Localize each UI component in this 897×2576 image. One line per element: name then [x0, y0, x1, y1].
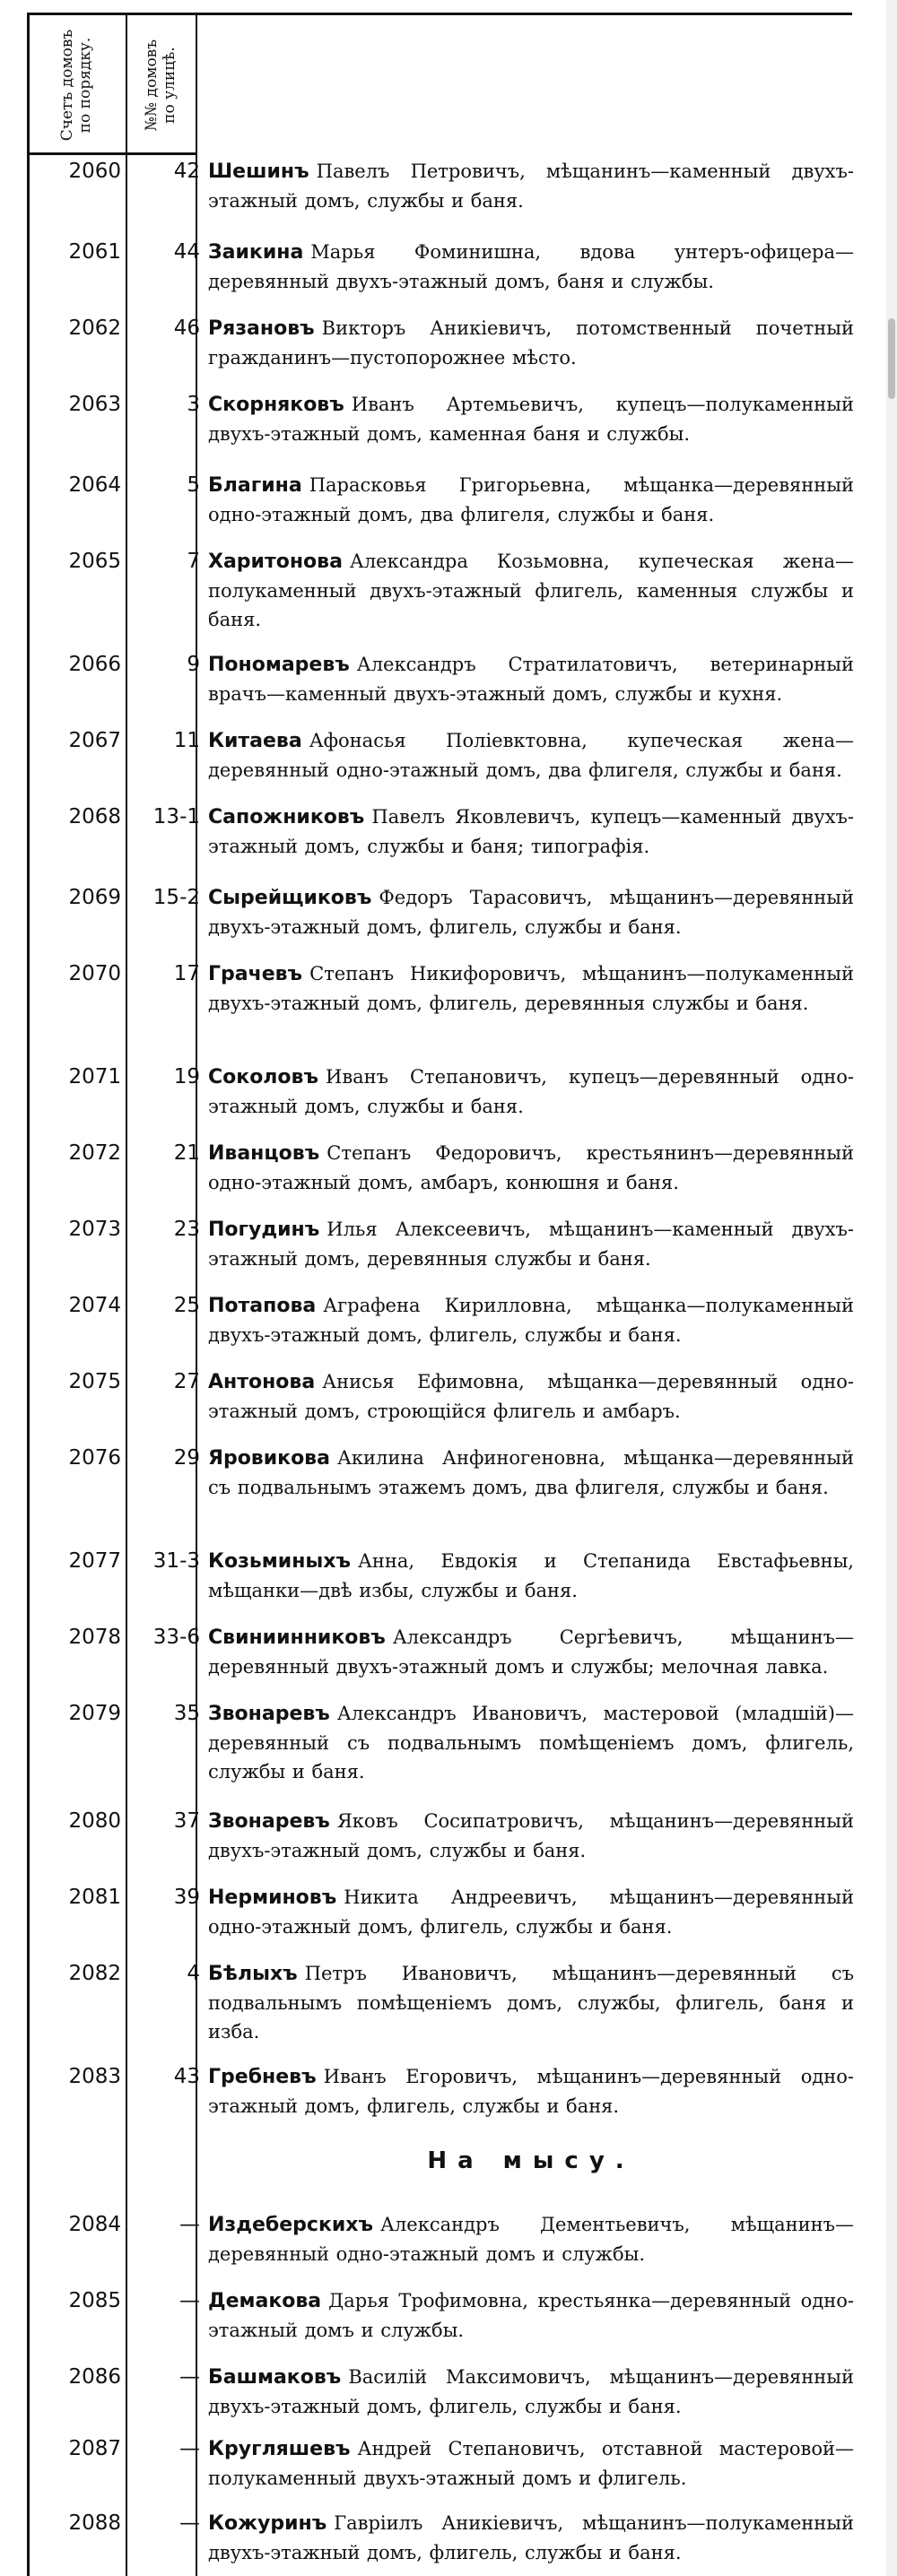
owner-name: Яровикова	[208, 1447, 330, 1470]
entry-text	[208, 1444, 854, 1502]
house-number: 3	[187, 393, 200, 416]
owner-name: Сырейщиковъ	[208, 887, 372, 909]
owner-name: Рязановъ	[208, 317, 315, 340]
entry-text	[208, 238, 854, 296]
house-number: 44	[173, 240, 200, 264]
entry-description: Павелъ Петровичъ, мѣщанинъ—каменный двухъ-этажный домъ, службы и баня.	[208, 160, 854, 212]
order-number: 2067	[68, 729, 121, 752]
order-number: 2076	[68, 1446, 121, 1470]
entry-text	[208, 157, 854, 215]
order-number: 2087	[68, 2437, 121, 2460]
house-number: 25	[173, 1294, 200, 1317]
owner-name: Китаева	[208, 730, 302, 752]
house-number: 31-3	[152, 1549, 200, 1573]
entry-description: Илья Алексеевичъ, мѣщанинъ—каменный двухъ-этажный домъ, деревянныя службы и баня.	[208, 1219, 854, 1270]
entry-description: Викторъ Аникіевичъ, потомственный почетный гражданинъ—пустопорожнее мѣсто.	[208, 317, 854, 369]
order-number: 2088	[68, 2511, 121, 2535]
entry-text	[208, 471, 854, 529]
header-col-order: Счетъ домовъ по порядку.	[58, 29, 94, 142]
order-number: 2086	[68, 2365, 121, 2389]
order-number: 2084	[68, 2213, 121, 2236]
order-number: 2061	[68, 240, 121, 264]
entry-description: Федоръ Тарасовичъ, мѣщанинъ—деревянный двухъ-этажный домъ, флигель, службы и баня.	[208, 887, 854, 938]
entry-text	[208, 883, 854, 941]
section-heading: На мысу.	[427, 2147, 635, 2174]
entry-text	[208, 1623, 854, 1681]
house-number: 15-2	[152, 886, 200, 909]
order-number: 2075	[68, 1370, 121, 1393]
entry-text	[208, 1291, 854, 1349]
owner-name: Грачевъ	[208, 963, 303, 985]
header-col-street: №№ домовъ по улицѣ.	[143, 39, 179, 132]
entry-text	[208, 2509, 854, 2567]
order-number: 2074	[68, 1294, 121, 1317]
house-number: 46	[173, 317, 200, 340]
order-number: 2062	[68, 317, 121, 340]
owner-name: Скорняковъ	[208, 394, 344, 416]
entry-description: Афонасья Поліевктовна, купеческая жена—деревянный одно-этажный домъ, два флигеля, службы и баня.	[208, 730, 854, 781]
owner-name: Благина	[208, 474, 302, 497]
entry-text	[208, 1139, 854, 1197]
order-number: 2082	[68, 1962, 121, 1985]
owner-name: Потапова	[208, 1295, 317, 1317]
entry-text	[208, 2286, 854, 2345]
entry-text	[208, 2062, 854, 2121]
order-number: 2063	[68, 393, 121, 416]
entry-description: Аграфена Кирилловна, мѣщанка—полукаменный двухъ-этажный домъ, флигель, службы и баня.	[208, 1295, 854, 1346]
entry-text	[208, 314, 854, 372]
entry-text	[208, 1215, 854, 1273]
entry-text	[208, 1699, 854, 1786]
order-number: 2069	[68, 886, 121, 909]
entry-description: Анисья Ефимовна, мѣщанка—деревянный одно-этажный домъ, строющійся флигель и амбаръ.	[208, 1371, 854, 1422]
order-number: 2065	[68, 550, 121, 573]
owner-name: Бѣлыхъ	[208, 1963, 298, 1985]
entry-text	[208, 1807, 854, 1865]
owner-name: Козьминыхъ	[208, 1550, 352, 1573]
owner-name: Иванцовъ	[208, 1142, 320, 1165]
entry-text	[208, 802, 854, 861]
house-number: —	[179, 2289, 200, 2312]
house-number: 4	[187, 1962, 200, 1985]
entry-description: Дарья Трофимовна, крестьянка—деревянный одно-этажный домъ и службы.	[208, 2290, 854, 2341]
entry-text	[208, 1883, 854, 1941]
entry-text	[208, 547, 854, 634]
entry-description: Акилина Анфиногеновна, мѣщанка—деревянный съ подвальнымъ этажемъ домъ, два флигеля, службы и баня.	[208, 1447, 854, 1498]
owner-name: Свиниинниковъ	[208, 1626, 386, 1649]
order-number: 2085	[68, 2289, 121, 2312]
entry-description: Павелъ Яковлевичъ, купецъ—каменный двухъ-этажный домъ, службы и баня; типографія.	[208, 806, 854, 857]
order-number: 2071	[68, 1065, 121, 1089]
owner-name: Харитонова	[208, 551, 343, 573]
entry-text	[208, 2363, 854, 2421]
entry-description: Александръ Сергѣевичъ, мѣщанинъ—деревянный двухъ-этажный домъ и службы; мелочная лавка.	[208, 1626, 854, 1678]
entry-description: Петръ Ивановичъ, мѣщанинъ—деревянный съ подвальнымъ помѣщеніемъ домъ, службы, флигель, баня и изба.	[208, 1963, 854, 2043]
owner-name: Шешинъ	[208, 160, 309, 183]
house-number: 11	[173, 729, 200, 752]
entry-description: Иванъ Егоровичъ, мѣщанинъ—деревянный одно-этажный домъ, флигель, службы и баня.	[208, 2066, 854, 2117]
house-number: 29	[173, 1446, 200, 1470]
house-number: 7	[187, 550, 200, 573]
owner-name: Погудинъ	[208, 1219, 320, 1241]
owner-name: Звонаревъ	[208, 1703, 330, 1725]
house-number: 9	[187, 653, 200, 676]
house-number: 27	[173, 1370, 200, 1393]
order-number: 2072	[68, 1141, 121, 1165]
order-number: 2079	[68, 1702, 121, 1725]
order-number: 2077	[68, 1549, 121, 1573]
house-number: —	[179, 2511, 200, 2535]
owner-name: Нерминовъ	[208, 1886, 337, 1909]
house-number: 17	[173, 962, 200, 985]
entry-text	[208, 2210, 854, 2268]
entry-description: Василій Максимовичъ, мѣщанинъ—деревянный двухъ-этажный домъ, флигель, службы и баня.	[208, 2366, 854, 2417]
order-number: 2070	[68, 962, 121, 985]
house-number: 5	[187, 473, 200, 497]
owner-name: Гребневъ	[208, 2066, 317, 2088]
entry-description: Александръ Стратилатовичъ, ветеринарный врачъ—каменный двухъ-этажный домъ, службы и кухня.	[208, 654, 854, 705]
owner-name: Башмаковъ	[208, 2366, 342, 2389]
house-number: 37	[173, 1809, 200, 1833]
entry-text	[208, 1959, 854, 2046]
order-number: 2064	[68, 473, 121, 497]
house-number: —	[179, 2437, 200, 2460]
house-number: 42	[173, 160, 200, 183]
order-number: 2081	[68, 1886, 121, 1909]
house-number: 39	[173, 1886, 200, 1909]
house-number: 33-6	[152, 1626, 200, 1649]
entry-text	[208, 959, 854, 1018]
house-number: 35	[173, 1702, 200, 1725]
entry-text	[208, 390, 854, 448]
entry-text	[208, 2434, 854, 2493]
house-number: 21	[173, 1141, 200, 1165]
order-number: 2073	[68, 1218, 121, 1241]
owner-name: Заикина	[208, 241, 304, 264]
house-number: 23	[173, 1218, 200, 1241]
order-number: 2078	[68, 1626, 121, 1649]
entry-text	[208, 726, 854, 785]
scrollbar-thumb[interactable]	[888, 318, 895, 399]
owner-name: Соколовъ	[208, 1066, 318, 1089]
entry-description: Иванъ Степановичъ, купецъ—деревянный одно-этажный домъ, службы и баня.	[208, 1066, 854, 1117]
entry-description: Александръ Дементьевичъ, мѣщанинъ—деревянный одно-этажный домъ и службы.	[208, 2214, 854, 2265]
entry-text	[208, 650, 854, 708]
entry-description: Иванъ Артемьевичъ, купецъ—полукаменный двухъ-этажный домъ, каменная баня и службы.	[208, 394, 854, 445]
house-number: 13-1	[152, 805, 200, 828]
entry-description: Андрей Степановичъ, отставной мастеровой—полукаменный двухъ-этажный домъ и флигель.	[208, 2438, 854, 2489]
owner-name: Демакова	[208, 2290, 322, 2312]
house-number: 19	[173, 1065, 200, 1089]
entry-description: Гавріилъ Аникіевичъ, мѣщанинъ—полукаменный двухъ-этажный домъ, флигель, службы и баня.	[208, 2512, 854, 2563]
order-number: 2066	[68, 653, 121, 676]
house-number: —	[179, 2365, 200, 2389]
order-number: 2060	[68, 160, 121, 183]
owner-name: Издеберскихъ	[208, 2214, 374, 2236]
entry-description: Парасковья Григорьевна, мѣщанка—деревянный одно-этажный домъ, два флигеля, службы и баня.	[208, 474, 854, 525]
top-rule	[27, 13, 852, 15]
owner-name: Звонаревъ	[208, 1810, 330, 1833]
owner-name: Кожуринъ	[208, 2512, 327, 2535]
entry-description: Анна, Евдокія и Степанида Евстафьевны, мѣщанки—двѣ избы, службы и баня.	[208, 1550, 854, 1601]
order-number: 2083	[68, 2065, 121, 2088]
entry-text	[208, 1547, 854, 1605]
house-number: 43	[173, 2065, 200, 2088]
order-number: 2080	[68, 1809, 121, 1833]
owner-name: Пономаревъ	[208, 654, 350, 676]
entry-description: Марья Фоминишна, вдова унтеръ-офицера—деревянный двухъ-этажный домъ, баня и службы.	[208, 241, 854, 292]
left-border	[27, 13, 30, 2576]
owner-name: Кругляшевъ	[208, 2438, 351, 2460]
entry-text	[208, 1367, 854, 1426]
entry-description: Александра Козьмовна, купеческая жена—полукаменный двухъ-этажный флигель, каменныя службы и баня.	[208, 551, 854, 630]
owner-name: Сапожниковъ	[208, 806, 365, 828]
entry-text	[208, 1062, 854, 1121]
entry-description: Александръ Ивановичъ, мастеровой (младшій)—деревянный съ подвальнымъ помѣщеніемъ домъ, флигель, службы и баня.	[208, 1703, 854, 1782]
header-rule	[27, 152, 197, 155]
entry-description: Степанъ Федоровичъ, крестьянинъ—деревянный одно-этажный домъ, амбаръ, конюшня и баня.	[208, 1142, 854, 1193]
entry-description: Яковъ Сосипатровичъ, мѣщанинъ—деревянный двухъ-этажный домъ, службы и баня.	[208, 1810, 854, 1861]
house-number: —	[179, 2213, 200, 2236]
entry-description: Никита Андреевичъ, мѣщанинъ—деревянный одно-этажный домъ, флигель, службы и баня.	[208, 1886, 854, 1938]
order-number: 2068	[68, 805, 121, 828]
entry-description: Степанъ Никифоровичъ, мѣщанинъ—полукаменный двухъ-этажный домъ, флигель, деревянныя службы и баня.	[208, 963, 854, 1014]
owner-name: Антонова	[208, 1371, 316, 1393]
